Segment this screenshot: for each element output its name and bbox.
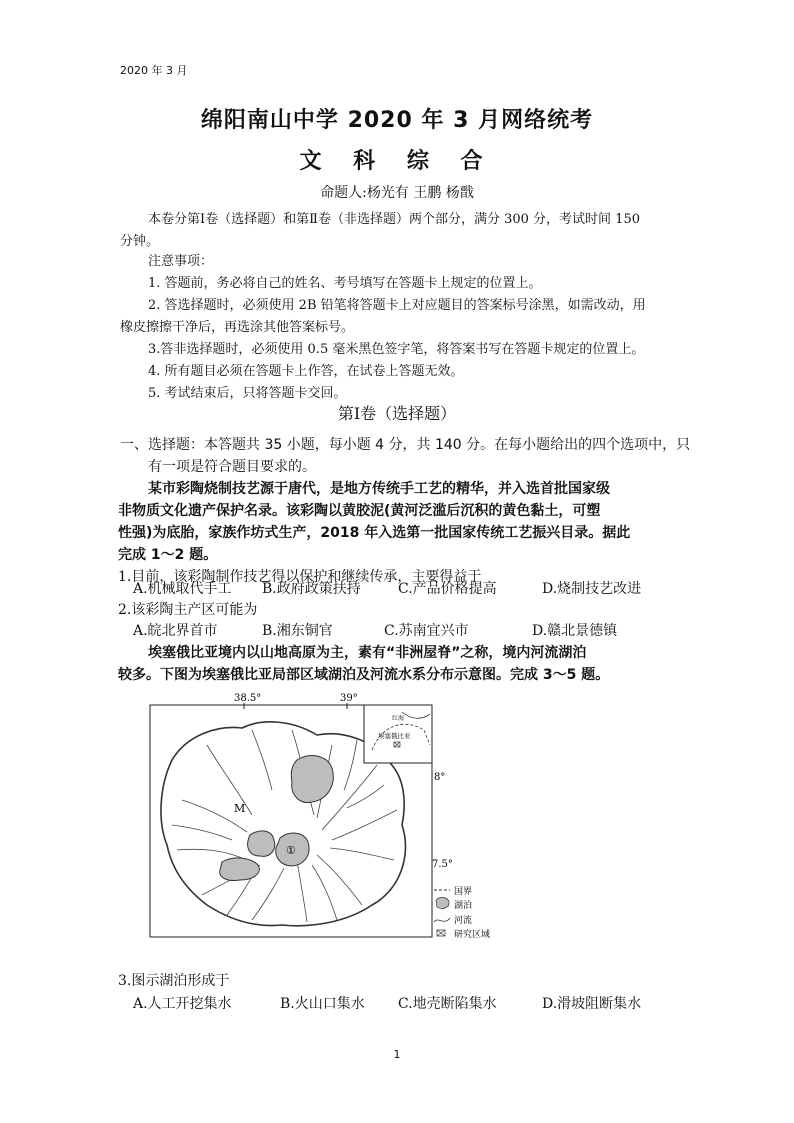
inset-map	[364, 705, 432, 763]
intro-line-2: 分钟。	[120, 234, 160, 249]
lake-southwest	[220, 858, 260, 881]
q2-stem: 2.该彩陶主产区可能为	[118, 602, 258, 618]
intro-line-1: 本卷分第Ⅰ卷（选择题）和第Ⅱ卷（非选择题）两个部分，满分 300 分，考试时间 150	[148, 212, 640, 227]
passage2-line-1: 埃塞俄比亚境内以山地高原为主，素有“非洲屋脊”之称，境内河流湖泊	[148, 645, 587, 661]
map-label-m: M	[234, 802, 246, 815]
legend-river: 河流	[454, 916, 473, 926]
inset-small-label: 红海	[392, 715, 405, 722]
legend-study-area: 研究区域	[454, 930, 491, 940]
longitude-label-1: 38.5°	[234, 693, 262, 704]
exam-title: 绵阳南山中学 2020 年 3 月网络统考	[200, 108, 594, 133]
note-3: 3.答非选择题时，必须使用 0.5 毫米黑色签字笔，将答案书写在答题卡规定的位置上。	[148, 342, 645, 357]
map-svg	[132, 690, 518, 946]
q2-option-a: A.皖北界首市	[133, 623, 218, 639]
inset-label: 埃塞俄比亚	[378, 732, 411, 740]
q2-option-d: D.赣北景德镇	[532, 623, 618, 639]
note-2a: 2. 答选择题时，必须使用 2B 铅笔将答题卡上对应题目的答案标号涂黑，如需改动，用	[148, 298, 646, 313]
q1-option-a: A.机械取代手工	[133, 581, 232, 597]
q1-option-b: B.政府政策扶持	[262, 581, 361, 597]
q3-option-d: D.滑坡阻断集水	[542, 996, 642, 1012]
header-date: 2020 年 3 月	[120, 64, 188, 77]
instructions-line-2: 有一项是符合题目要求的。	[148, 459, 316, 475]
longitude-label-2: 39°	[340, 693, 358, 704]
legend-border: 国界	[454, 887, 473, 897]
q3-option-c: C.地壳断陷集水	[398, 996, 497, 1012]
notes-heading: 注意事项：	[148, 254, 214, 269]
note-1: 1. 答题前，务必将自己的姓名、考号填写在答题卡上规定的位置上。	[148, 276, 542, 291]
note-5: 5. 考试结束后，只将答题卡交回。	[148, 386, 347, 401]
q2-option-c: C.苏南宜兴市	[384, 623, 469, 639]
legend-lake: 湖泊	[454, 901, 473, 911]
passage2-line-2: 较多。下图为埃塞俄比亚局部区域湖泊及河流水系分布示意图。完成 3～5 题。	[118, 667, 610, 683]
ethiopia-lakes-map	[132, 690, 518, 946]
passage1-line-2: 非物质文化遗产保护名录。该彩陶以黄胶泥(黄河泛滥后沉积的黄色黏土，可塑	[118, 503, 601, 519]
q1-stem: 1.目前，该彩陶制作技艺得以保护和继续传承，主要得益于	[118, 569, 482, 585]
passage1-line-1: 某市彩陶烧制技艺源于唐代，是地方传统手工艺的精华，并入选首批国家级	[148, 481, 610, 497]
note-4: 4. 所有题目必须在答题卡上作答，在试卷上答题无效。	[148, 364, 464, 379]
map-label-1: ①	[286, 844, 296, 857]
q1-option-c: C.产品价格提高	[398, 581, 497, 597]
q3-stem: 3.图示湖泊形成于	[118, 973, 230, 989]
q3-option-b: B.火山口集水	[280, 996, 365, 1012]
latitude-label-2: 7.5°	[432, 859, 453, 870]
passage1-line-3: 性强)为底胎，家族作坊式生产，2018 年入选第一批国家传统工艺振兴目录。据此	[118, 525, 631, 541]
q2-option-b: B.湘东铜官	[262, 623, 333, 639]
latitude-label-1: 8°	[434, 772, 446, 783]
section-title: 第Ⅰ卷（选择题）	[337, 404, 457, 423]
passage1-line-4: 完成 1～2 题。	[118, 547, 218, 563]
page-number: 1	[393, 1048, 401, 1061]
note-2b: 橡皮擦擦干净后，再选涂其他答案标号。	[120, 320, 355, 335]
q3-option-a: A.人工开挖集水	[133, 996, 232, 1012]
lake-west-small	[248, 831, 275, 856]
exam-subtitle: 文 科 综 合	[299, 149, 495, 174]
q1-option-d: D.烧制技艺改进	[542, 581, 642, 597]
authors-line: 命题人:杨光有 王鹏 杨戬	[320, 185, 474, 201]
map-legend	[434, 886, 490, 940]
instructions-line-1: 一、选择题：本答题共 35 小题，每小题 4 分，共 140 分。在每小题给出的四个选项中，只	[120, 437, 691, 453]
